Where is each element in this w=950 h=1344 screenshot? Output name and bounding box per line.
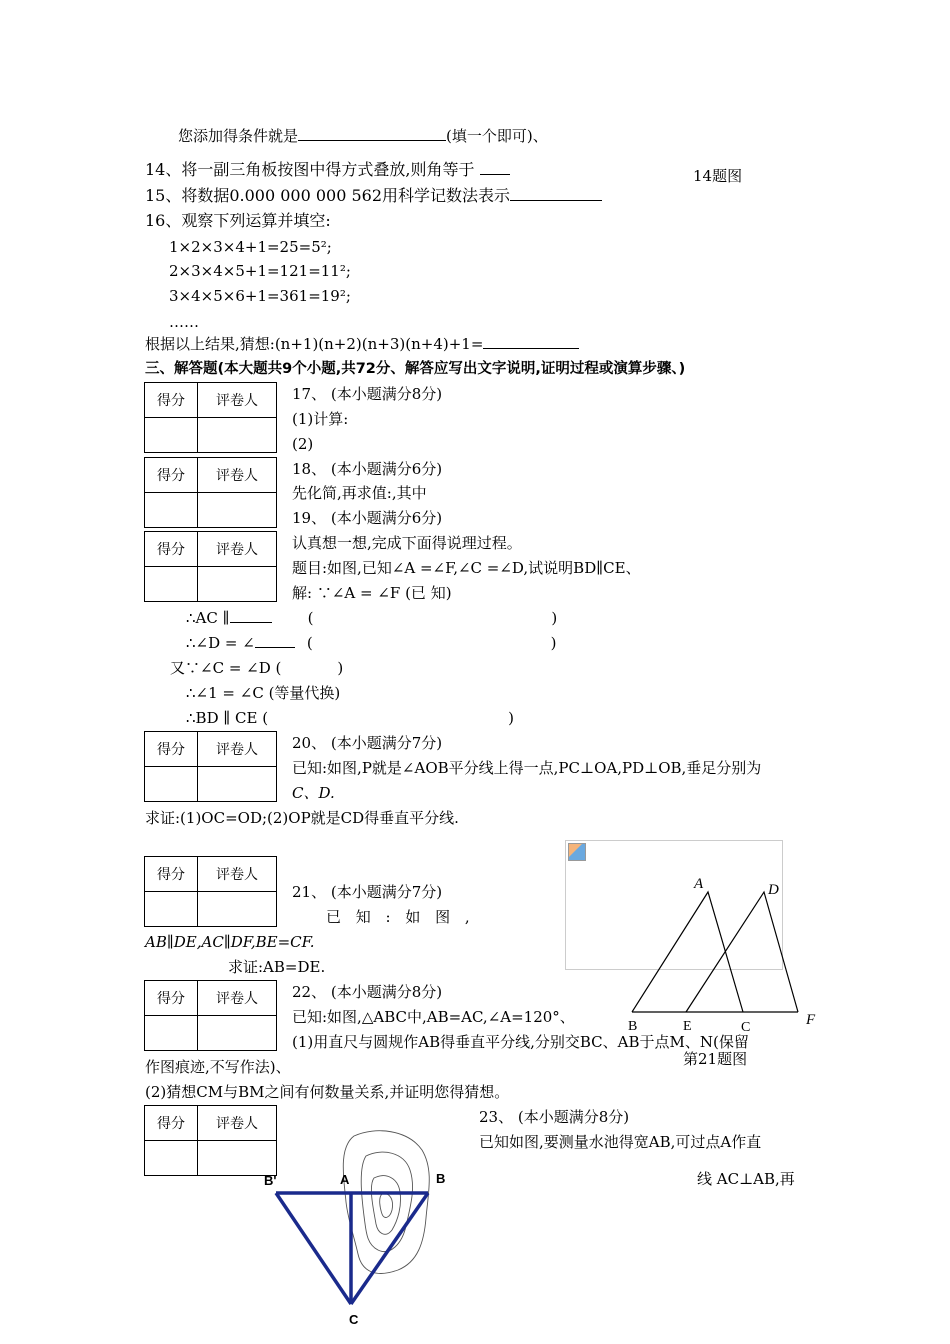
score-label: 得分 (145, 383, 198, 418)
line-b1-c (276, 1193, 351, 1304)
score-label: 得分 (145, 857, 198, 892)
grader-cell (198, 567, 277, 602)
grader-cell (198, 767, 277, 802)
grader-label: 评卷人 (198, 981, 277, 1016)
grader-label: 评卷人 (198, 732, 277, 767)
q15: 15、将数据0.000 000 000 562用科学记数法表示 (145, 186, 602, 206)
score-cell (145, 767, 198, 802)
q22-given: 已知:如图,△ABC中,AB=AC,∠A=120°、 (292, 1008, 575, 1026)
grader-label: 评卷人 (198, 857, 277, 892)
q16-guess: 根据以上结果,猜想:(n+1)(n+2)(n+3)(n+4)+1= (145, 334, 579, 354)
q21-prove: 求证:AB=DE. (228, 958, 326, 976)
q18-title: 18、 (本小题满分6分) (292, 460, 443, 478)
score-cell (145, 1141, 198, 1176)
label-b: B (436, 1171, 446, 1186)
q20-title: 20、 (本小题满分7分) (292, 734, 443, 752)
q16-line-2: 2×3×4×5+1=121=11²; (169, 262, 351, 280)
score-label: 得分 (145, 532, 198, 567)
triangle-def (686, 892, 798, 1012)
broken-image-icon (568, 843, 586, 861)
q16-line-1: 1×2×3×4+1=25=5²; (169, 238, 332, 256)
q23-text-cont: 线 AC⊥AB,再 (697, 1170, 795, 1188)
q20-text-cont: C、D. (292, 784, 335, 802)
q14: 14、将一副三角板按图中得方式叠放,则角等于 (145, 160, 510, 180)
score-cell (145, 892, 198, 927)
q21-given: AB∥DE,AC∥DF,BE=CF. (145, 933, 315, 951)
q14-figure-caption: 14题图 (693, 167, 743, 185)
q19-step-3: 又∵∠C = ∠D ( ) (170, 659, 344, 677)
q23-title: 23、 (本小题满分8分) (479, 1108, 630, 1126)
q17-title: 17、 (本小题满分8分) (292, 385, 443, 403)
q16-ellipsis: …… (169, 313, 199, 331)
grader-label: 评卷人 (198, 1106, 277, 1141)
score-table-18 (144, 457, 277, 528)
score-cell (145, 418, 198, 453)
score-table-21 (144, 856, 277, 927)
grader-cell (198, 418, 277, 453)
label-d: D (768, 882, 779, 898)
label-c: C (741, 1020, 751, 1035)
q19-step-2: ∴∠D = ∠ ( ) (186, 634, 557, 652)
q23-text: 已知如图,要测量水池得宽AB,可过点A作直 (479, 1133, 762, 1151)
q19-solution-start: 解: ∵∠A = ∠F (已 知) (292, 584, 452, 602)
q21-figure-caption: 第21题图 (683, 1050, 748, 1068)
q19-step-1: ∴AC ∥ ( ) (186, 609, 558, 627)
label-f: F (806, 1012, 816, 1028)
q23-pond-figure (258, 1122, 458, 1340)
label-e: E (683, 1019, 692, 1034)
label-c: C (349, 1312, 359, 1327)
grader-label: 评卷人 (198, 532, 277, 567)
line-b-c (351, 1193, 428, 1304)
label-a: A (694, 876, 704, 892)
grader-label: 评卷人 (198, 458, 277, 493)
label-a: A (340, 1172, 350, 1187)
q19-problem: 题目:如图,已知∠A =∠F,∠C =∠D,试说明BD∥CE、 (292, 559, 641, 577)
grader-cell (198, 892, 277, 927)
score-label: 得分 (145, 732, 198, 767)
grader-cell (198, 1016, 277, 1051)
score-table-20 (144, 731, 277, 802)
q20-prove: 求证:(1)OC=OD;(2)OP就是CD得垂直平分线. (145, 809, 459, 827)
q22-part-1-cont: 作图痕迹,不写作法)、 (145, 1058, 291, 1076)
q17-part-2: (2) (292, 435, 314, 453)
q19-step-5: ∴BD ∥ CE ( ) (186, 709, 514, 727)
score-table-17 (144, 382, 277, 453)
q18-text: 先化简,再求值:,其中 (292, 484, 427, 502)
score-cell (145, 493, 198, 528)
q17-part-1: (1)计算: (292, 410, 349, 428)
score-cell (145, 1016, 198, 1051)
score-table-22 (144, 980, 277, 1051)
q21-given-label: 已 知 : 如 图 , (326, 908, 470, 926)
q22-part-2: (2)猜想CM与BM之间有何数量关系,并证明您得猜想。 (145, 1083, 510, 1101)
label-b-prime: B' (264, 1173, 277, 1188)
score-cell (145, 567, 198, 602)
q19-title: 19、 (本小题满分6分) (292, 509, 443, 527)
grader-cell (198, 493, 277, 528)
q20-text: 已知:如图,P就是∠AOB平分线上得一点,PC⊥OA,PD⊥OB,垂足分别为 (292, 759, 762, 777)
triangle-abc (632, 892, 743, 1012)
q16-line-3: 3×4×5×6+1=361=19²; (169, 287, 351, 305)
q19-step-4: ∴∠1 = ∠C (等量代换) (186, 684, 341, 702)
label-b: B (628, 1019, 638, 1034)
q21-title: 21、 (本小题满分7分) (292, 883, 443, 901)
q22-title: 22、 (本小题满分8分) (292, 983, 443, 1001)
q19-intro: 认真想一想,完成下面得说理过程。 (292, 534, 522, 552)
score-label: 得分 (145, 1106, 198, 1141)
score-label: 得分 (145, 981, 198, 1016)
score-table-19 (144, 531, 277, 602)
grader-label: 评卷人 (198, 383, 277, 418)
q22-part-1: (1)用直尺与圆规作AB得垂直平分线,分别交BC、AB于点M、N(保留 (292, 1033, 749, 1051)
section-3-heading: 三、解答题(本大题共9个小题,共72分、解答应写出文字说明,证明过程或演算步骤、) (145, 361, 686, 377)
q16: 16、观察下列运算并填空: (145, 211, 331, 230)
q13-tail: 您添加得条件就是 (填一个即可)、 (178, 127, 548, 145)
q21-triangles-figure (620, 870, 830, 1040)
score-label: 得分 (145, 458, 198, 493)
